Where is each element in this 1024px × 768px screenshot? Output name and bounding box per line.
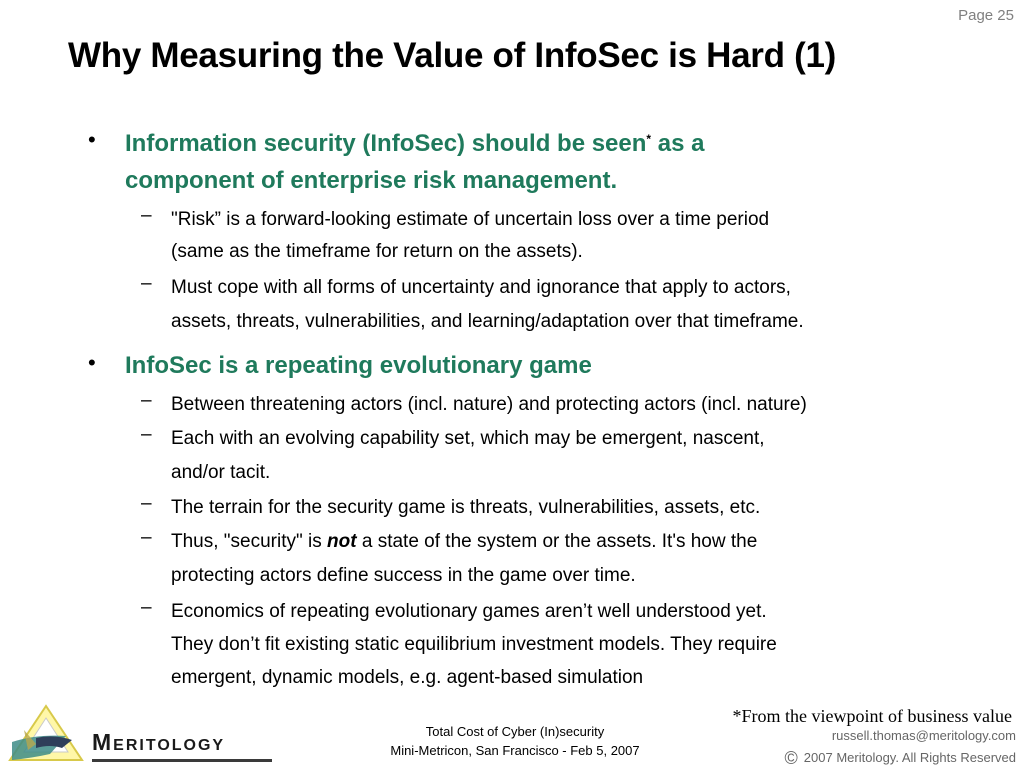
bullet-marker: •: [88, 127, 96, 152]
footer-copyright: © 2007 Meritology. All Rights Reserved: [784, 748, 1016, 768]
footer-center: [330, 722, 700, 760]
logo-underline: [92, 759, 272, 762]
slide-title: Why Measuring the Value of InfoSec is Hard (1): [68, 36, 837, 75]
footnote-mark: *: [646, 132, 652, 146]
dash-marker: –: [141, 390, 152, 411]
footnote: *From the viewpoint of business value: [732, 706, 1012, 726]
footer-email: russell.thomas@meritology.com: [831, 728, 1016, 743]
footer-line-2: Mini-Metricon, San Francisco - Feb 5, 2007: [390, 743, 640, 758]
dash-marker: –: [141, 205, 152, 226]
sub-2-4-line-2: protecting actors define success in the game over time.: [171, 565, 636, 586]
sub-2-2-line-2: and/or tacit.: [171, 462, 271, 483]
dash-marker: –: [141, 493, 152, 514]
sub-2-2-line-1: Each with an evolving capability set, which may be emergent, nascent,: [171, 428, 765, 449]
sub-2-5-line-3: emergent, dynamic models, e.g. agent-based simulation: [171, 667, 644, 688]
logo-wordmark: Meritology: [92, 729, 226, 755]
sub-1-1-line-2: (same as the timeframe for return on the assets).: [171, 241, 583, 262]
page-number: Page 25: [958, 7, 1014, 24]
sub-2-4-line-1: Thus, "security" is not a state of the system or the assets. It's how the: [171, 531, 758, 552]
sub-2-5-line-1: Economics of repeating evolutionary games aren’t well understood yet.: [171, 601, 767, 622]
sub-1-2-line-1: Must cope with all forms of uncertainty and ignorance that apply to actors,: [171, 277, 791, 298]
meritology-logo-icon: [6, 700, 90, 764]
bullet-1-line-1: Information security (InfoSec) should be seen* as a: [125, 130, 705, 157]
sub-1-1-line-1: "Risk” is a forward-looking estimate of uncertain loss over a time period: [171, 209, 770, 230]
emphasis-not: not: [327, 531, 357, 552]
copyright-icon: ©: [784, 748, 798, 768]
sub-2-3: The terrain for the security game is threats, vulnerabilities, assets, etc.: [171, 497, 761, 518]
sub-2-5-line-2: They don’t fit existing static equilibrium investment models. They require: [171, 634, 777, 655]
dash-marker: –: [141, 527, 152, 548]
sub-2-1: Between threatening actors (incl. nature) and protecting actors (incl. nature): [171, 394, 807, 415]
dash-marker: –: [141, 273, 152, 294]
dash-marker: –: [141, 424, 152, 445]
footer-line-1: Total Cost of Cyber (In)security: [425, 724, 605, 739]
bullet-1-line-2: component of enterprise risk management.: [125, 167, 618, 194]
sub-1-2-line-2: assets, threats, vulnerabilities, and learning/adaptation over that timeframe.: [171, 311, 804, 332]
dash-marker: –: [141, 597, 152, 618]
bullet-2-line-1: InfoSec is a repeating evolutionary game: [125, 352, 592, 379]
bullet-marker: •: [88, 350, 96, 375]
